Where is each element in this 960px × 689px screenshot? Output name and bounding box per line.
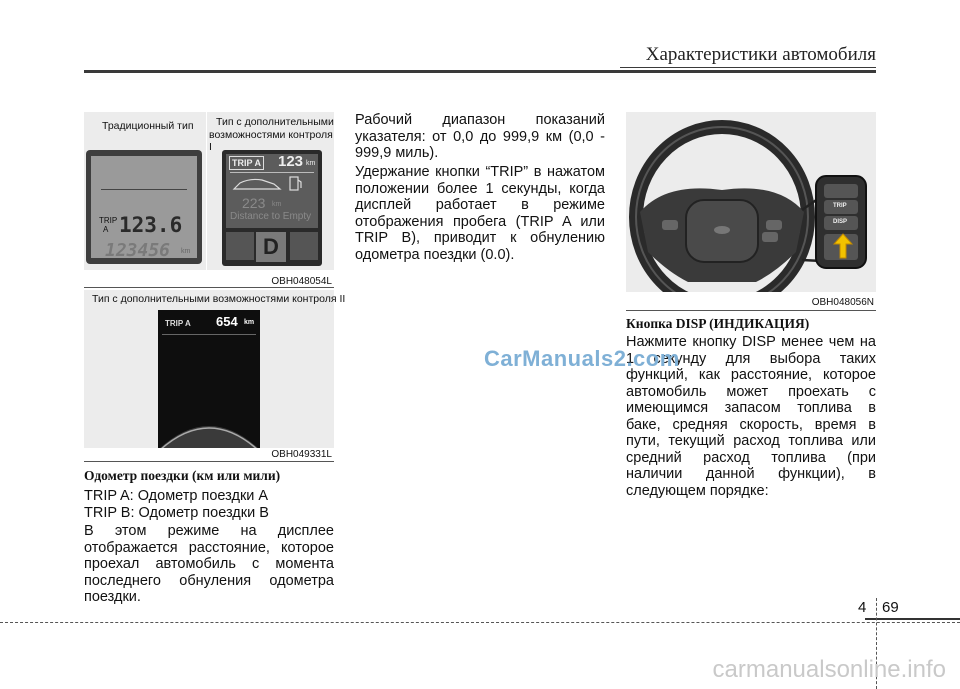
range-paragraph: Рабочий диапазон показаний указателя: от 0,0 до 999,9 км (0,0 - 999,9 миль). [355,112,605,161]
label-advanced-type-1-line2: возможностями контроля I [209,129,333,153]
fuel-pump-icon [288,174,304,192]
trip-b-line: TRIP B: Одометр поездки B [84,505,269,521]
range-unit: km [272,201,282,208]
gear-indicator: D [256,232,286,262]
figure-code-2: OBH049331L [271,449,332,460]
total-odometer-value: 123456 [105,240,171,261]
trip-value: 123 [278,153,304,170]
figure-panel-steering-wheel [626,112,876,310]
car-silhouette-icon [232,176,282,192]
figure-panel-instrument-types [84,112,334,288]
trip-button: TRIP [833,203,847,209]
disp-button: DISP [833,219,848,225]
trip-tag-2: TRIP A [165,319,191,328]
figure-code-3: OBH048056N [811,297,874,308]
section-heading-disp-button: Кнопка DISP (ИНДИКАЦИЯ) [626,316,810,331]
footer-rule [865,618,960,620]
trip-label-a: A [103,225,109,234]
trip-label: TRIP [99,216,118,225]
label-advanced-type-1-line1: Тип с дополнительными [216,116,334,128]
trip-unit-2: km [244,319,255,326]
steering-wheel-illustration [626,112,876,310]
trip-tag: TRIP A [229,156,264,170]
header-rule [84,70,876,73]
trip-a-line: TRIP A: Одометр поездки A [84,488,269,504]
watermark-carmanuals2: CarManuals2.com [484,346,680,371]
chapter-number: 4 [858,599,867,616]
trip-odometer-paragraph: В этом режиме на дисплее отображается расстояние, которое проехал автомобиль с момента последнего обнуления одометра поездки. [84,523,334,605]
section-heading-trip-odometer: Одометр поездки (км или мили) [84,468,281,483]
trip-unit: km [306,160,316,167]
label-traditional-type: Традиционный тип [102,120,194,132]
trip-reset-paragraph: Удержание кнопки “TRIP” в нажатом положении более 1 секунды, когда дисплей работает в режиме отображения пробега (TRIP A или TRIP B), приводит к обнулению одометра поездки (0.0). [355,164,605,263]
trip-value-2: 654 [216,314,238,329]
figure-panel-advanced-type-2 [84,290,346,460]
footer-dashed-rule [0,622,960,623]
page-number: 69 [882,599,899,616]
advanced-lcd-display-1 [222,150,322,266]
odometer-unit: km [181,248,191,255]
disp-paragraph: Нажмите кнопку DISP менее чем на 1 секунду для выбора таких функций, как расстояние, которое автомобиль может проехать с имеющимся запасом топлива в баке, средняя скорость, время в пути, текущий расход топлива или средний расход топлива (при наличии данной функции), в следующем порядке: [626,334,876,499]
footer-site-watermark: carmanualsonline.info [712,656,946,683]
header-rule-thin [620,67,876,68]
horizon-arc-graphic [158,410,260,450]
range-value: 223 [242,195,266,211]
figure-code-1: OBH048054L [271,276,332,287]
trip-odometer-value: 123.6 [119,213,183,237]
distance-to-empty-label: Distance to Empty [230,211,312,222]
page-header-title: Характеристики автомобиля [645,44,876,65]
advanced-lcd-display-2 [158,310,260,450]
traditional-lcd-display [86,150,202,264]
label-advanced-type-2: Тип с дополнительными возможностями контроля II [92,293,346,305]
